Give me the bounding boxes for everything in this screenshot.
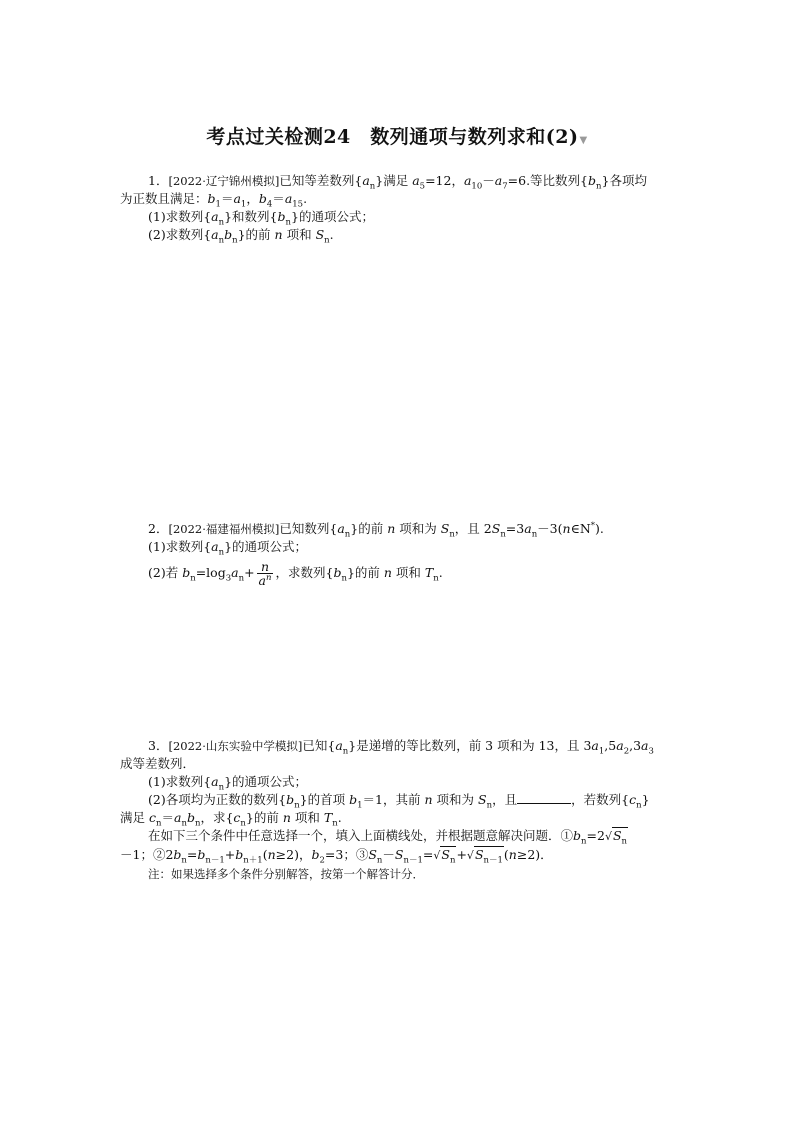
problem-2-line-1: 2．[2022·福建福州模拟]已知数列$\{a_n\}$的前 n 项和为 $S_n$，且 $2S_n=3a_n-3(n\in N^*)$. — [148, 520, 604, 540]
problem-1-line-2: 为正数且满足：$b_1=a_1$，$b_4=a_{15}$. — [120, 191, 308, 210]
title-text: 考点过关检测24 数列通项与数列求和(2) — [206, 126, 579, 148]
problem-1-question-1: (1)求数列$\{a_n\}$和数列$\{b_n\}$的通项公式； — [148, 209, 374, 228]
problem-3-conditions-1: 在如下三个条件中任意选择一个，填入上面横线处，并根据题意解决问题．$①b_n=2√S_n$ — [148, 828, 628, 847]
fill-in-blank[interactable] — [517, 792, 571, 804]
problem-3-source: [2022·山东实验中学模拟] — [168, 739, 303, 753]
problem-3-line-2: 成等差数列． — [120, 756, 196, 771]
problem-3-question-2: (2)各项均为正数的数列$\{b_n\}$的首项 $b_1=1$，其前 n 项和为 $S_n$，且 ，若数列$\{c_n\}$ — [148, 792, 650, 811]
fraction-n-over-a-pow-n: $\frac{n}{a^n}$ — [258, 559, 272, 588]
problem-2-source: [2022·福建福州模拟] — [168, 522, 280, 536]
problem-3-question-1: (1)求数列$\{a_n\}$的通项公式； — [148, 774, 308, 793]
problem-3-note: 注：如果选择多个条件分别解答，按第一个解答计分． — [148, 867, 424, 881]
problem-3-conditions-2: －1；$②2b_n=b_{n-1}+b_{n+1}(n\ge 2)$，$b_2=3$；$③S_n-S_{n-1}=√S_n+√S_{n-1}(n\ge 2)$． — [120, 847, 553, 866]
problem-2-question-1: (1)求数列$\{a_n\}$的通项公式； — [148, 539, 308, 558]
problem-1 — [120, 172, 676, 244]
problem-3-question-2-cont: 满足 $c_n=a_nb_n$，求$\{c_n\}$的前 n 项和 $T_n$. — [120, 810, 342, 829]
page-title — [0, 122, 794, 149]
problem-1-question-2: (2)求数列$\{a_nb_n\}$的前 n 项和 $S_n$. — [148, 227, 334, 246]
problem-1-line-1: 1．[2022·辽宁锦州模拟]已知等差数列$\{a_n\}$满足 $a_5=12$，$a_{10}-a_7=6$.等比数列$\{b_n\}$各项均 — [148, 173, 647, 192]
title-marker-icon: ▼ — [579, 135, 588, 146]
problem-3 — [120, 737, 676, 883]
problem-3-line-1: 3．[2022·山东实验中学模拟]已知$\{a_n\}$是递增的等比数列，前 3 项和为 13，且 $3a_1,5a_2,3a_3$ — [148, 738, 654, 757]
problem-2 — [120, 520, 676, 587]
problem-1-source: [2022·辽宁锦州模拟] — [168, 174, 280, 188]
problem-2-question-2: (2)若 $b_n=\log_3a_n+$ $\frac{n}{a^n}$ ，求数列$\{b_n\}$的前 n 项和 $T_n$. — [148, 559, 443, 588]
